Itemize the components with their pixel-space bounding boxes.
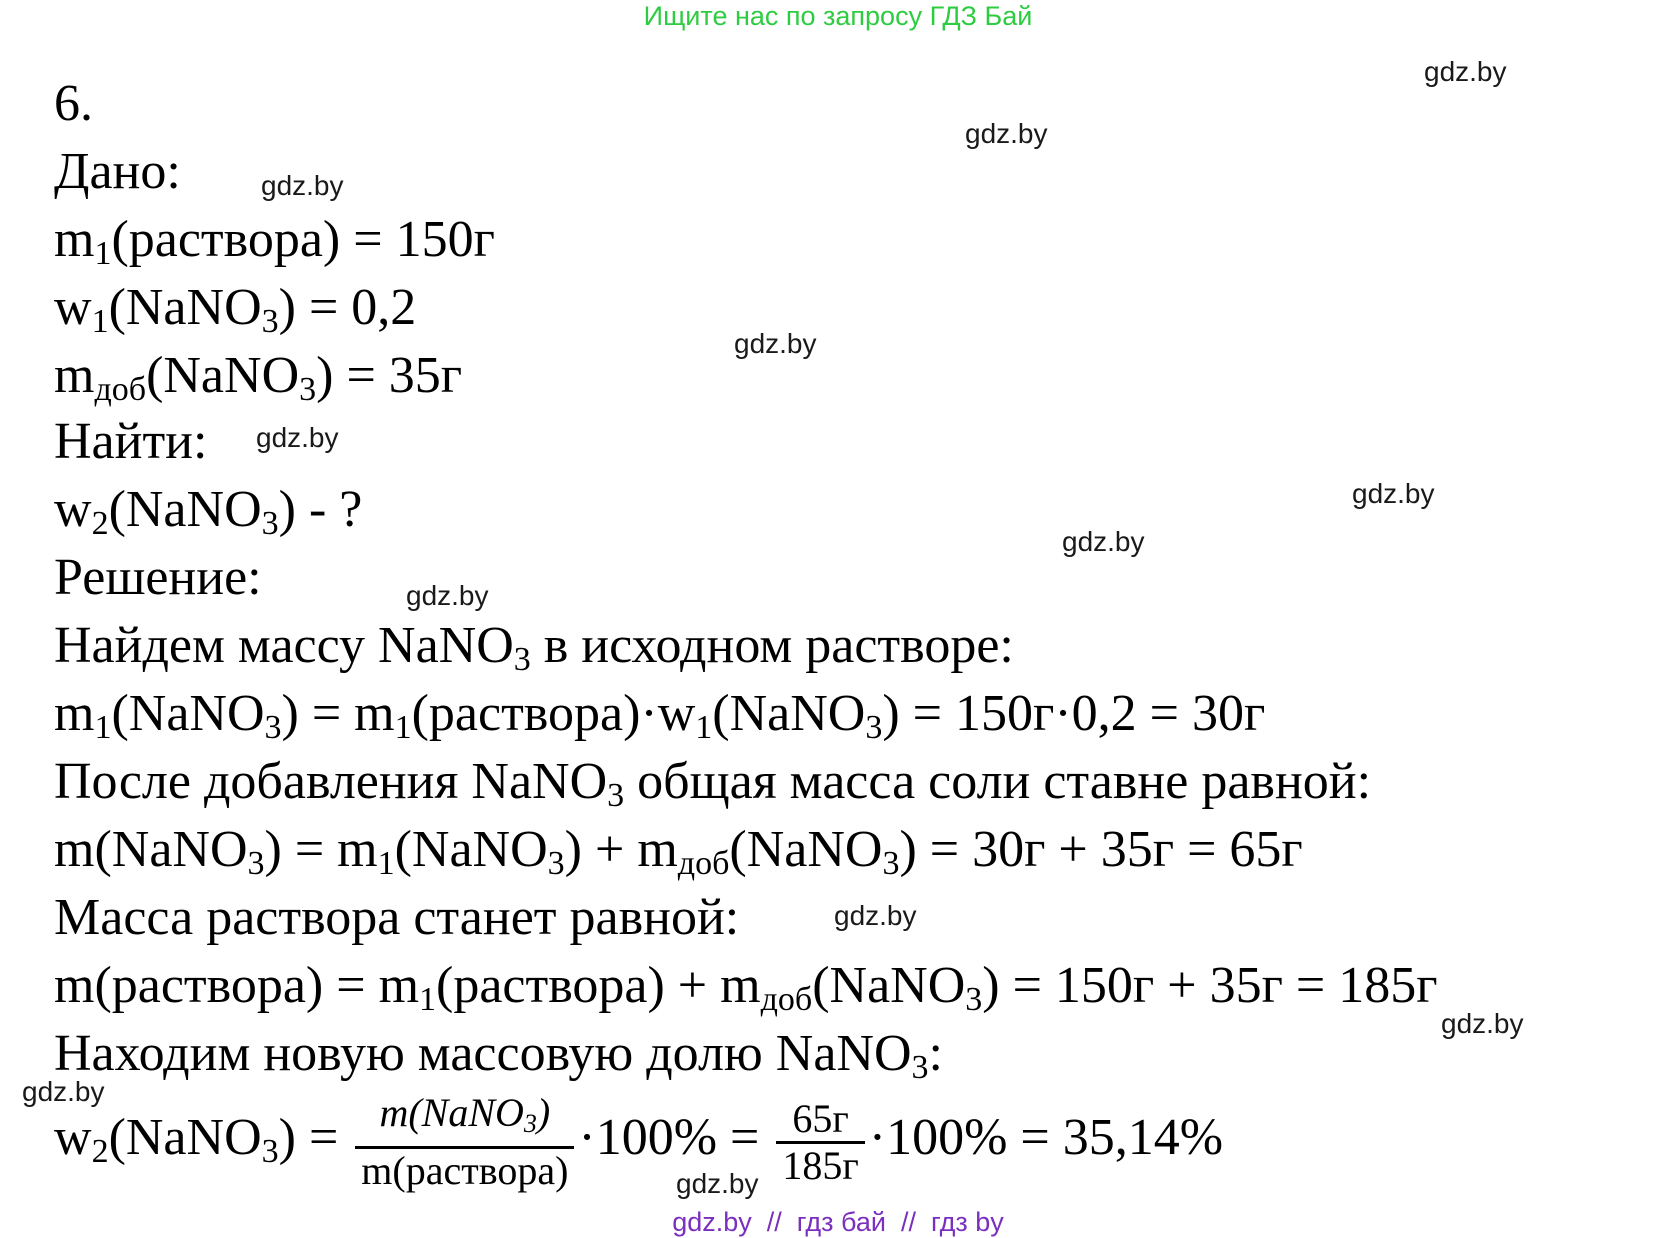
value-fraction <box>776 1097 864 1188</box>
fraction-denominator: 185г <box>782 1142 859 1188</box>
step2-formula: m(NaNO$_3$) = $m_1(NaNO_3)$ + $m_{доб}(NaNO_3) = 30г + 35г = 65г$ <box>54 821 1303 882</box>
step4-formula: $w_2(NaNO_3)$ = $\frac{m(NaNO_3)}{\text{m(раствора)}}$ ·100% = $\frac{65г}{185г}$ ·100% = 35,14% <box>54 1090 1224 1194</box>
step1-text: Найдем массу NaNO$_3$ в исходном растворе: <box>54 617 1014 678</box>
watermark: gdz.by <box>834 900 917 931</box>
search-banner <box>0 0 1676 32</box>
problem-number: 6. <box>54 75 93 132</box>
watermark: gdz.by <box>256 422 339 453</box>
step1-formula: $m_1(NaNO_3)$ = $m_1(раствора)\cdot w_1(NaNO_3) = 150г\cdot 0,2 = 30г$ <box>54 685 1266 746</box>
fraction-numerator: 65г <box>776 1097 864 1144</box>
find-w2: $w_2(NaNO_3)$ - ? <box>54 481 363 542</box>
watermark: gdz.by <box>1441 1008 1524 1039</box>
fraction-denominator: m(раствора) <box>361 1148 569 1194</box>
search-banner-text: Ищите нас по запросу ГДЗ Бай <box>643 1 1033 31</box>
find-heading: Найти: <box>54 413 208 470</box>
step4-text: Находим новую массовую долю NaNO$_3$: <box>54 1025 943 1086</box>
step2-text: После добавления NaNO$_3$ общая масса соли ставне равной: <box>54 753 1372 814</box>
given-m-added: $m_{доб}(NaNO_3) = 35г$ <box>54 347 463 408</box>
footer-banner <box>0 1206 1676 1238</box>
watermark: gdz.by <box>261 170 344 201</box>
solution-heading: Решение: <box>54 549 262 606</box>
watermark: gdz.by <box>1062 526 1145 557</box>
given-heading: Дано: <box>54 143 181 200</box>
watermark: gdz.by <box>734 328 817 359</box>
watermark: gdz.by <box>1424 56 1507 87</box>
watermark: gdz.by <box>965 118 1048 149</box>
watermark: gdz.by <box>406 580 489 611</box>
watermark: gdz.by <box>22 1076 105 1107</box>
watermark: gdz.by <box>1352 478 1435 509</box>
watermark: gdz.by <box>676 1168 759 1199</box>
step3-formula: m(раствора) = $m_1(раствора)$ + $m_{доб}(NaNO_3) = 150г + 35г = 185г$ <box>54 957 1438 1018</box>
mass-fraction <box>355 1091 574 1193</box>
given-w1-nano3: $w_1(NaNO_3) = 0,2$ <box>54 279 417 340</box>
fraction-numerator: m(NaNO$_3$) <box>355 1091 574 1149</box>
given-m1-solution: $m_1(раствора) = 150г$ <box>54 211 495 272</box>
step3-text: Масса раствора станет равной: <box>54 889 740 946</box>
footer-text: gdz.by // гдз бай // гдз by <box>672 1207 1004 1237</box>
